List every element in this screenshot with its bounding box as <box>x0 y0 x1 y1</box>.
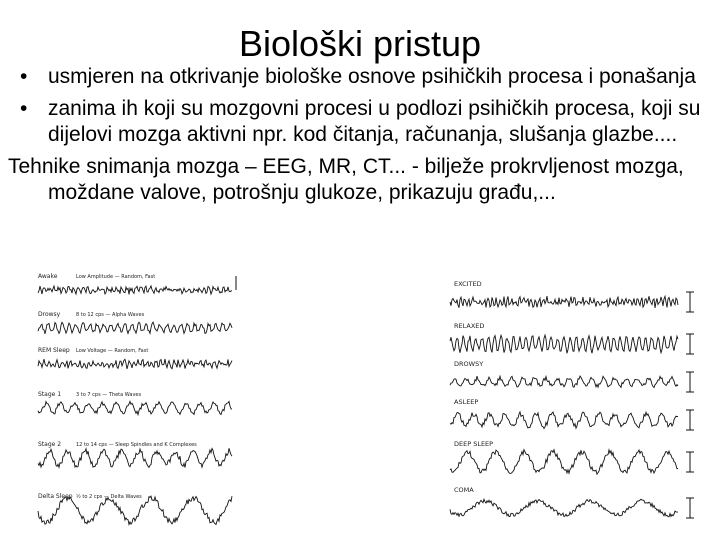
bullet-icon: • <box>20 65 28 88</box>
bullet-item <box>8 96 713 148</box>
eeg-row-label: Delta Sleep <box>38 493 73 500</box>
eeg-wave-trace <box>450 499 678 517</box>
eeg-row-label: DROWSY <box>454 360 484 368</box>
eeg-wave-trace <box>450 335 678 353</box>
eeg-row-caption: ½ to 2 cps — Delta Waves <box>76 494 142 500</box>
eeg-row-label: Drowsy <box>38 311 61 318</box>
eeg-row-label: COMA <box>454 486 474 494</box>
paragraph-text: Tehnike snimanja mozga – EEG, MR, CT... - bilježe prokrvljenost mozga, moždane valove, potrošnju glukoze, prikazuju građu,... <box>8 155 684 204</box>
eeg-wave-trace <box>38 322 232 334</box>
bullet-text: usmjeren na otkrivanje biološke osnove psihičkih procesa i ponašanja <box>48 65 696 88</box>
eeg-wave-trace <box>38 286 232 295</box>
scale-bar <box>686 372 694 392</box>
eeg-wave-trace <box>450 450 678 475</box>
eeg-row-caption: 3 to 7 cps — Theta Waves <box>76 392 142 398</box>
bullet-icon: • <box>20 97 28 120</box>
eeg-row-caption: 8 to 12 cps — Alpha Waves <box>76 312 145 318</box>
eeg-row-label: Stage 1 <box>38 391 62 398</box>
scale-bar <box>686 498 694 518</box>
bullet-text: zanima ih koji su mozgovni procesi u podlozi psihičkih procesa, koji su dijelovi mozga aktivni npr. kod čitanja, računanja, slušanja glazbe.... <box>48 97 701 146</box>
eeg-row-caption: Low Amplitude — Random, Fast <box>76 274 156 280</box>
scale-bar <box>686 292 694 312</box>
eeg-sleep-stages-figure <box>36 272 244 540</box>
eeg-wave-trace <box>38 401 232 414</box>
bullet-item <box>8 64 713 90</box>
eeg-row-label: Awake <box>38 273 58 280</box>
scale-bar <box>686 452 694 472</box>
eeg-row-label: RELAXED <box>454 322 485 330</box>
eeg-wave-trace <box>38 448 232 467</box>
eeg-states-figure <box>446 280 704 540</box>
eeg-row-label: Stage 2 <box>38 441 62 448</box>
scale-bar <box>686 410 694 430</box>
eeg-row-label: REM Sleep <box>38 347 70 354</box>
eeg-row-label: ASLEEP <box>454 398 479 406</box>
eeg-wave-trace <box>38 359 232 369</box>
eeg-row-label: DEEP SLEEP <box>454 440 494 448</box>
scale-bar <box>686 334 694 354</box>
eeg-row-caption: 12 to 14 cps — Sleep Spindles and K Complexes <box>76 442 197 448</box>
eeg-wave-trace <box>450 376 678 387</box>
slide-title: Biološki pristup <box>238 23 482 64</box>
eeg-row-caption: Low Voltage — Random, Fast <box>76 348 149 354</box>
eeg-wave-trace <box>450 412 678 429</box>
eeg-row-label: EXCITED <box>454 280 482 288</box>
slide-body <box>8 64 713 206</box>
eeg-wave-trace <box>38 496 232 524</box>
eeg-wave-trace <box>450 296 678 308</box>
